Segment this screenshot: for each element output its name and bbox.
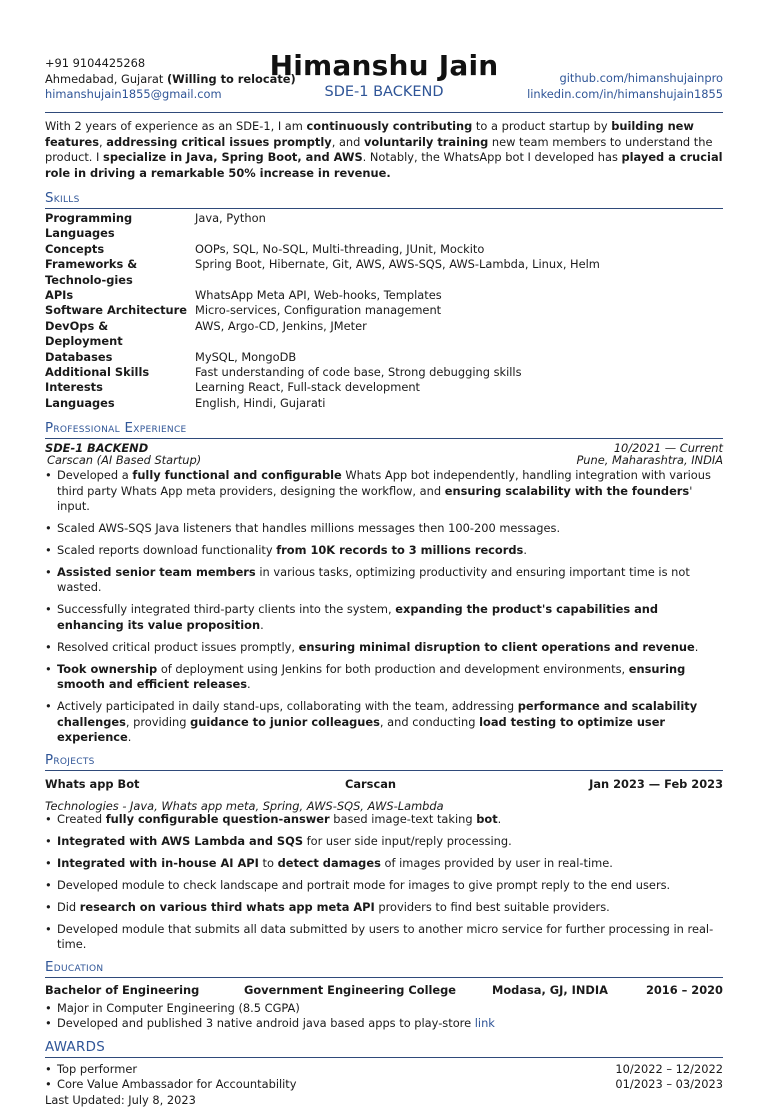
skill-values: MySQL, MongoDB xyxy=(195,349,297,364)
list-item: • Developed module to check landscape and portrait mode for images to give prompt reply to the end users. xyxy=(45,878,723,894)
skill-values: Micro-services, Configuration management xyxy=(195,303,442,318)
project-name: Whats app Bot xyxy=(45,776,140,791)
edu-place: Modasa, GJ, INDIA xyxy=(492,983,608,998)
list-item: • Successfully integrated third-party clients into the system, expanding the product's capabilities and enhancing its value proposition. xyxy=(45,602,723,633)
experience-bullets xyxy=(45,468,723,745)
edu-college: Government Engineering College xyxy=(244,983,457,998)
linkedin-link[interactable]: linkedin.com/in/himanshujain1855 xyxy=(527,86,723,101)
skill-category: APIs xyxy=(45,288,74,303)
project-org: Carscan xyxy=(345,776,396,791)
skill-values: WhatsApp Meta API, Web-hooks, Templates xyxy=(195,288,442,303)
skill-values: Spring Boot, Hibernate, Git, AWS, AWS-SQS, AWS-Lambda, Linux, Helm xyxy=(195,257,600,272)
award-dates: 01/2023 – 03/2023 xyxy=(615,1077,723,1092)
education-entry xyxy=(45,983,723,1032)
contact-right xyxy=(527,71,723,102)
skill-row xyxy=(45,303,723,318)
list-item: • Assisted senior team members in various tasks, optimizing productivity and ensuring important time is not wasted. xyxy=(45,565,723,596)
list-item: • Developed a fully functional and configurable Whats App bot independently, handling integration with various third party Whats App meta providers, designing the workflow, and ensuring scalability with the founders' input. xyxy=(45,468,723,515)
list-item: • Resolved critical product issues promptly, ensuring minimal disruption to client operations and revenue. xyxy=(45,640,723,656)
education-bullets xyxy=(45,1001,723,1032)
project-entry xyxy=(45,777,723,953)
list-item: • Integrated with AWS Lambda and SQS for user side input/reply processing. xyxy=(45,834,723,850)
skill-category: DevOps & Deployment xyxy=(45,318,123,349)
experience-role: SDE-1 BACKEND xyxy=(45,441,149,456)
skill-category: Databases xyxy=(45,349,113,364)
experience-company: Carscan (AI Based Startup) xyxy=(47,452,202,467)
edu-years: 2016 – 2020 xyxy=(645,983,723,998)
resume-page xyxy=(45,50,723,1108)
skill-category: Interests xyxy=(45,380,103,395)
list-item: • Actively participated in daily stand-ups, collaborating with the team, addressing performance and scalability challenges, providing guidance to junior colleagues, and conducting load testing to optimize user experience. xyxy=(45,699,723,746)
skill-row xyxy=(45,350,723,365)
email-link[interactable]: himanshujain1855@gmail.com xyxy=(45,87,222,101)
resume-header xyxy=(45,50,723,112)
edu-degree: Bachelor of Engineering xyxy=(45,983,200,998)
skill-values: AWS, Argo-CD, Jenkins, JMeter xyxy=(195,318,367,333)
skill-values: English, Hindi, Gujarati xyxy=(195,395,326,410)
skill-category: Concepts xyxy=(45,241,105,256)
skill-category: Languages xyxy=(45,395,115,410)
list-item: • Created fully configurable question-answer based image-text taking bot. xyxy=(45,812,723,828)
skill-row xyxy=(45,319,723,350)
section-title-skills: Skills xyxy=(45,190,723,209)
award-dates: 10/2022 – 12/2022 xyxy=(615,1061,723,1076)
list-item: • Took ownership of deployment using Jenkins for both production and development environments, ensuring smooth and efficient releases. xyxy=(45,662,723,693)
skill-category: Additional Skills xyxy=(45,365,150,380)
project-dates: Jan 2023 — Feb 2023 xyxy=(589,776,723,791)
candidate-name: Himanshu Jain xyxy=(269,49,499,82)
skill-row xyxy=(45,288,723,303)
play-store-link[interactable]: link xyxy=(474,1016,495,1031)
skill-row xyxy=(45,396,723,411)
list-item: • Did research on various third whats app meta API providers to find best suitable providers. xyxy=(45,900,723,916)
project-bullets xyxy=(45,812,723,952)
github-link[interactable]: github.com/himanshujainpro xyxy=(559,71,723,85)
experience-entry xyxy=(45,443,723,745)
award-name: • Core Value Ambassador for Accountability xyxy=(45,1077,297,1093)
project-tech: Technologies - Java, Whats app meta, Spring, AWS-SQS, AWS-Lambda xyxy=(45,799,444,814)
skill-values: Learning React, Full-stack development xyxy=(195,380,421,395)
list-item: • Integrated with in-house AI API to detect damages of images provided by user in real-time. xyxy=(45,856,723,872)
skills-table xyxy=(45,211,723,411)
list-item: • Scaled AWS-SQS Java listeners that handles millions messages then 100-200 messages. xyxy=(45,521,723,537)
section-title-experience: Professional Experience xyxy=(45,420,723,439)
header-divider xyxy=(45,112,723,113)
section-title-projects: Projects xyxy=(45,752,723,771)
list-item: • Major in Computer Engineering (8.5 CGPA) xyxy=(45,1001,723,1017)
location: Ahmedabad, Gujarat (Willing to relocate) xyxy=(45,71,296,86)
section-title-education: Education xyxy=(45,959,723,978)
list-item: • Scaled reports download functionality from 10K records to 3 millions records. xyxy=(45,543,723,559)
last-updated: Last Updated: July 8, 2023 xyxy=(45,1092,196,1107)
skill-values: Fast understanding of code base, Strong debugging skills xyxy=(195,365,522,380)
experience-place: Pune, Maharashtra, INDIA xyxy=(576,452,723,467)
skill-category: Programming Languages xyxy=(45,211,133,241)
skill-row xyxy=(45,365,723,380)
experience-dates: 10/2021 — Current xyxy=(613,441,723,456)
list-item: • Developed module that submits all data submitted by users to another micro service for further processing in real-time. xyxy=(45,922,723,953)
award-name: • Top performer xyxy=(45,1062,137,1078)
skill-category: Software Architecture xyxy=(45,303,187,318)
skill-values: Java, Python xyxy=(195,211,266,225)
skill-row xyxy=(45,380,723,395)
skill-row xyxy=(45,211,723,242)
summary: With 2 years of experience as an SDE-1, I am continuously contributing to a product startup by building new features, addressing critical issues promptly, and voluntarily training new team members to understand the product. I specialize in Java, Spring Boot, and AWS. Notably, the WhatsApp bot I developed has played a crucial role in driving a remarkable 50% increase in revenue. xyxy=(45,119,723,180)
skill-values: OOPs, SQL, No-SQL, Multi-threading, JUnit, Mockito xyxy=(195,241,485,256)
skill-row xyxy=(45,242,723,257)
phone: +91 9104425268 xyxy=(45,56,146,70)
award-row xyxy=(45,1077,723,1093)
section-title-awards: AWARDS xyxy=(45,1039,723,1058)
list-item: • Developed and published 3 native android java based apps to play-store link xyxy=(45,1016,723,1032)
skill-row xyxy=(45,257,723,288)
award-row xyxy=(45,1062,723,1078)
skill-category: Frameworks & Technolo-gies xyxy=(45,257,138,287)
candidate-title: SDE-1 BACKEND xyxy=(324,84,444,100)
awards-list xyxy=(45,1062,723,1093)
